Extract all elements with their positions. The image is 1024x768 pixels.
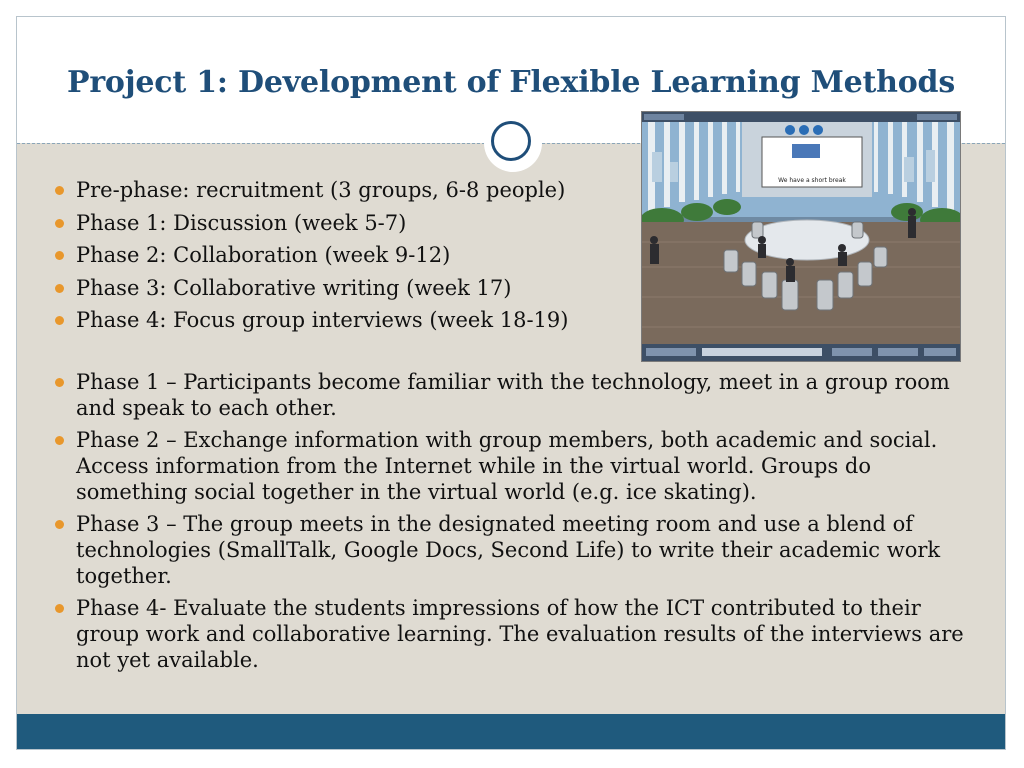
divider-ring-icon	[491, 121, 531, 161]
list-item	[55, 239, 635, 272]
bullet-icon	[55, 316, 64, 325]
list-item	[55, 427, 985, 505]
phase-detail-list	[55, 369, 985, 679]
bullet-icon	[55, 219, 64, 228]
bullet-icon	[55, 436, 64, 445]
virtual-meeting-room-image	[642, 112, 960, 361]
list-item-text: Phase 1: Discussion (week 5-7)	[76, 210, 407, 235]
slide-title: Project 1: Development of Flexible Learning Methods	[66, 65, 956, 100]
list-item	[55, 174, 635, 207]
phase-list	[55, 174, 635, 337]
list-item-text: Pre-phase: recruitment (3 groups, 6-8 people)	[76, 178, 566, 202]
bullet-icon	[55, 604, 64, 613]
list-item	[55, 304, 635, 337]
list-item-text: Phase 2 – Exchange information with group members, both academic and social. Access information from the Internet while in the virtual world. Groups do something social together in the virtual world (e.g. ice skating).	[76, 428, 938, 504]
bullet-icon	[55, 251, 64, 260]
presentation-screen-text: We have a short break	[778, 177, 846, 184]
slide	[16, 16, 1006, 750]
bullet-icon	[55, 378, 64, 387]
list-item-text: Phase 4- Evaluate the students impressions of how the ICT contributed to their group work and collaborative learning. The evaluation results of the interviews are not yet available.	[76, 596, 964, 672]
list-item-text: Phase 4: Focus group interviews (week 18-19)	[76, 308, 569, 332]
list-item	[55, 511, 985, 589]
list-item	[55, 207, 635, 240]
bullet-icon	[55, 284, 64, 293]
bullet-icon	[55, 186, 64, 195]
footer-band	[17, 714, 1005, 749]
list-item-text: Phase 1 – Participants become familiar with the technology, meet in a group room and speak to each other.	[76, 370, 950, 420]
list-item	[55, 272, 635, 305]
bullet-icon	[55, 520, 64, 529]
list-item-text: Phase 2: Collaboration (week 9-12)	[76, 243, 451, 267]
list-item-text: Phase 3 – The group meets in the designated meeting room and use a blend of technologies (SmallTalk, Google Docs, Second Life) to write their academic work together.	[76, 512, 941, 588]
list-item	[55, 595, 985, 673]
virtual-world-screenshot	[641, 111, 961, 362]
list-item-text: Phase 3: Collaborative writing (week 17)	[76, 275, 512, 300]
list-item	[55, 369, 985, 421]
